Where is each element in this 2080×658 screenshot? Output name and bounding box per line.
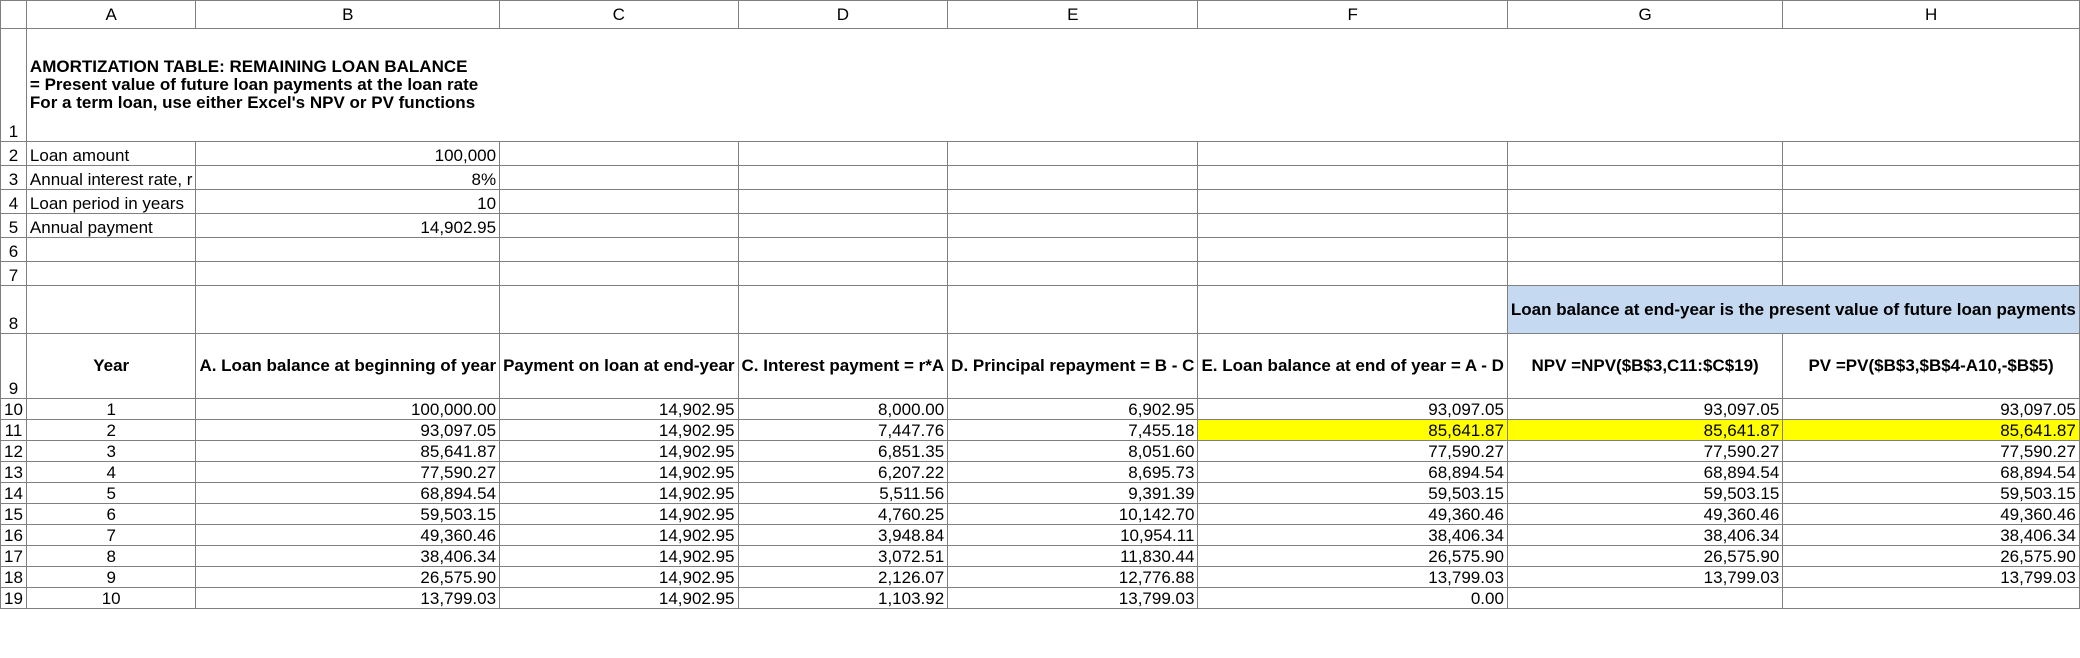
table-row: [1, 399, 2080, 420]
year-cell[interactable]: 9: [26, 567, 196, 588]
table-row: [1, 567, 2080, 588]
year-cell[interactable]: 10: [26, 588, 196, 609]
empty-cell[interactable]: [1783, 166, 2080, 190]
empty-cell[interactable]: [738, 286, 948, 334]
pv-cell[interactable]: 77,590.27: [1783, 441, 2080, 462]
header-interest[interactable]: C. Interest payment = r*A: [738, 334, 948, 399]
input-label[interactable]: Loan amount: [26, 142, 196, 166]
interest-cell[interactable]: 7,447.76: [738, 420, 948, 441]
begin-balance-cell[interactable]: 77,590.27: [196, 462, 500, 483]
end-balance-cell[interactable]: 0.00: [1198, 588, 1507, 609]
principal-cell[interactable]: 10,142.70: [948, 504, 1198, 525]
empty-cell[interactable]: [948, 190, 1198, 214]
empty-cell[interactable]: [1198, 214, 1507, 238]
pv-cell[interactable]: 13,799.03: [1783, 567, 2080, 588]
empty-cell[interactable]: [948, 238, 1198, 262]
empty-cell[interactable]: [26, 286, 196, 334]
column-header-h[interactable]: H: [1783, 1, 2080, 29]
npv-cell[interactable]: 38,406.34: [1507, 525, 1782, 546]
end-balance-cell[interactable]: 93,097.05: [1198, 399, 1507, 420]
row-4: [1, 190, 2080, 214]
title-line3: For a term loan, use either Excel's NPV or PV functions: [29, 93, 476, 112]
end-balance-cell[interactable]: 13,799.03: [1198, 567, 1507, 588]
input-value[interactable]: 10: [196, 190, 500, 214]
pv-cell[interactable]: 38,406.34: [1783, 525, 2080, 546]
empty-cell[interactable]: [948, 142, 1198, 166]
empty-cell[interactable]: [1198, 190, 1507, 214]
payment-cell[interactable]: 14,902.95: [500, 588, 738, 609]
table-row: [1, 504, 2080, 525]
empty-cell[interactable]: [500, 214, 738, 238]
principal-cell[interactable]: 12,776.88: [948, 567, 1198, 588]
payment-cell[interactable]: 14,902.95: [500, 525, 738, 546]
year-cell[interactable]: 4: [26, 462, 196, 483]
header-payment[interactable]: Payment on loan at end-year: [500, 334, 738, 399]
column-header-g[interactable]: G: [1507, 1, 1782, 29]
empty-cell[interactable]: [26, 238, 196, 262]
empty-cell[interactable]: [1783, 238, 2080, 262]
principal-cell[interactable]: 10,954.11: [948, 525, 1198, 546]
pv-cell[interactable]: 59,503.15: [1783, 483, 2080, 504]
input-value[interactable]: 100,000: [196, 142, 500, 166]
begin-balance-cell[interactable]: 38,406.34: [196, 546, 500, 567]
empty-cell[interactable]: [738, 262, 948, 286]
row-header-9[interactable]: 9: [1, 334, 27, 399]
row-header-1[interactable]: 1: [1, 29, 27, 142]
empty-cell[interactable]: [1783, 142, 2080, 166]
empty-cell[interactable]: [1198, 262, 1507, 286]
empty-cell[interactable]: [500, 286, 738, 334]
empty-cell[interactable]: [738, 214, 948, 238]
column-header-f[interactable]: F: [1198, 1, 1507, 29]
end-balance-cell[interactable]: 59,503.15: [1198, 483, 1507, 504]
end-balance-cell[interactable]: 68,894.54: [1198, 462, 1507, 483]
column-header-row: [1, 1, 2080, 29]
row-3: [1, 166, 2080, 190]
row-header-18[interactable]: 18: [1, 567, 27, 588]
end-balance-cell[interactable]: 85,641.87: [1198, 420, 1507, 441]
end-balance-cell[interactable]: 26,575.90: [1198, 546, 1507, 567]
interest-cell[interactable]: 5,511.56: [738, 483, 948, 504]
row-header-5[interactable]: 5: [1, 214, 27, 238]
principal-cell[interactable]: 8,051.60: [948, 441, 1198, 462]
npv-cell[interactable]: 59,503.15: [1507, 483, 1782, 504]
npv-cell[interactable]: 77,590.27: [1507, 441, 1782, 462]
row-header-11[interactable]: 11: [1, 420, 27, 441]
begin-balance-cell[interactable]: 68,894.54: [196, 483, 500, 504]
year-cell[interactable]: 1: [26, 399, 196, 420]
empty-cell[interactable]: [1783, 214, 2080, 238]
row-6: [1, 238, 2080, 262]
empty-cell[interactable]: [738, 190, 948, 214]
row-2: [1, 142, 2080, 166]
principal-cell[interactable]: 7,455.18: [948, 420, 1198, 441]
pv-cell[interactable]: 68,894.54: [1783, 462, 2080, 483]
row-header-17[interactable]: 17: [1, 546, 27, 567]
row-1: [1, 29, 2080, 142]
pv-cell[interactable]: 49,360.46: [1783, 504, 2080, 525]
column-header-b[interactable]: B: [196, 1, 500, 29]
title-cell[interactable]: [26, 29, 2079, 142]
end-balance-cell[interactable]: 77,590.27: [1198, 441, 1507, 462]
principal-cell[interactable]: 8,695.73: [948, 462, 1198, 483]
npv-cell[interactable]: 49,360.46: [1507, 504, 1782, 525]
table-row: [1, 525, 2080, 546]
interest-cell[interactable]: 4,760.25: [738, 504, 948, 525]
empty-cell[interactable]: [500, 238, 738, 262]
row-9: [1, 334, 2080, 399]
begin-balance-cell[interactable]: 93,097.05: [196, 420, 500, 441]
interest-cell[interactable]: 6,851.35: [738, 441, 948, 462]
header-year[interactable]: Year: [26, 334, 196, 399]
end-balance-cell[interactable]: 38,406.34: [1198, 525, 1507, 546]
interest-cell[interactable]: 3,072.51: [738, 546, 948, 567]
row-header-10[interactable]: 10: [1, 399, 27, 420]
header-begin-balance[interactable]: A. Loan balance at beginning of year: [196, 334, 500, 399]
input-label[interactable]: Loan period in years: [26, 190, 196, 214]
empty-cell[interactable]: [196, 238, 500, 262]
empty-cell[interactable]: [26, 262, 196, 286]
begin-balance-cell[interactable]: 26,575.90: [196, 567, 500, 588]
payment-cell[interactable]: 14,902.95: [500, 462, 738, 483]
payment-cell[interactable]: 14,902.95: [500, 441, 738, 462]
empty-cell[interactable]: [500, 166, 738, 190]
empty-cell[interactable]: [738, 142, 948, 166]
year-cell[interactable]: 7: [26, 525, 196, 546]
empty-cell[interactable]: [1507, 166, 1782, 190]
begin-balance-cell[interactable]: 49,360.46: [196, 525, 500, 546]
empty-cell[interactable]: [1783, 262, 2080, 286]
empty-cell[interactable]: [948, 214, 1198, 238]
column-header-c[interactable]: C: [500, 1, 738, 29]
pv-cell[interactable]: [1783, 588, 2080, 609]
empty-cell[interactable]: [948, 262, 1198, 286]
column-header-e[interactable]: E: [948, 1, 1198, 29]
principal-cell[interactable]: 11,830.44: [948, 546, 1198, 567]
column-header-a[interactable]: A: [26, 1, 196, 29]
row-5: [1, 214, 2080, 238]
pv-cell[interactable]: 85,641.87: [1783, 420, 2080, 441]
begin-balance-cell[interactable]: 13,799.03: [196, 588, 500, 609]
empty-cell[interactable]: [196, 262, 500, 286]
payment-cell[interactable]: 14,902.95: [500, 567, 738, 588]
payment-cell[interactable]: 14,902.95: [500, 504, 738, 525]
interest-cell[interactable]: 3,948.84: [738, 525, 948, 546]
npv-cell[interactable]: 26,575.90: [1507, 546, 1782, 567]
empty-cell[interactable]: [738, 166, 948, 190]
empty-cell[interactable]: [1507, 190, 1782, 214]
header-end-balance[interactable]: E. Loan balance at end of year = A - D: [1198, 334, 1507, 399]
empty-cell[interactable]: [500, 190, 738, 214]
principal-cell[interactable]: 9,391.39: [948, 483, 1198, 504]
payment-cell[interactable]: 14,902.95: [500, 420, 738, 441]
row-header-12[interactable]: 12: [1, 441, 27, 462]
input-value[interactable]: 14,902.95: [196, 214, 500, 238]
header-npv[interactable]: NPV =NPV($B$3,C11:$C$19): [1507, 334, 1782, 399]
payment-cell[interactable]: 14,902.95: [500, 546, 738, 567]
end-balance-cell[interactable]: 49,360.46: [1198, 504, 1507, 525]
empty-cell[interactable]: [1507, 238, 1782, 262]
empty-cell[interactable]: [500, 142, 738, 166]
interest-cell[interactable]: 1,103.92: [738, 588, 948, 609]
empty-cell[interactable]: [1198, 286, 1507, 334]
principal-cell[interactable]: 6,902.95: [948, 399, 1198, 420]
table-row: [1, 420, 2080, 441]
npv-cell[interactable]: [1507, 588, 1782, 609]
principal-cell[interactable]: 13,799.03: [948, 588, 1198, 609]
title-line1: AMORTIZATION TABLE: REMAINING LOAN BALANCE: [29, 57, 468, 76]
empty-cell[interactable]: [1198, 142, 1507, 166]
year-cell[interactable]: 6: [26, 504, 196, 525]
year-cell[interactable]: 2: [26, 420, 196, 441]
row-header-6[interactable]: 6: [1, 238, 27, 262]
input-label[interactable]: Annual interest rate, r: [26, 166, 196, 190]
header-pv[interactable]: PV =PV($B$3,$B$4-A10,-$B$5): [1783, 334, 2080, 399]
row-header-15[interactable]: 15: [1, 504, 27, 525]
interest-cell[interactable]: 8,000.00: [738, 399, 948, 420]
row-header-2[interactable]: 2: [1, 142, 27, 166]
table-row: [1, 462, 2080, 483]
row-7: [1, 262, 2080, 286]
empty-cell[interactable]: [948, 286, 1198, 334]
title-line2: = Present value of future loan payments at the loan rate: [29, 75, 479, 94]
row-header-19[interactable]: 19: [1, 588, 27, 609]
begin-balance-cell[interactable]: 59,503.15: [196, 504, 500, 525]
table-row: [1, 546, 2080, 567]
input-label[interactable]: Annual payment: [26, 214, 196, 238]
npv-cell[interactable]: 68,894.54: [1507, 462, 1782, 483]
pv-cell[interactable]: 93,097.05: [1783, 399, 2080, 420]
table-row: [1, 483, 2080, 504]
begin-balance-cell[interactable]: 85,641.87: [196, 441, 500, 462]
column-header-d[interactable]: D: [738, 1, 948, 29]
empty-cell[interactable]: [1198, 166, 1507, 190]
empty-cell[interactable]: [1783, 190, 2080, 214]
row-header-4[interactable]: 4: [1, 190, 27, 214]
row-header-16[interactable]: 16: [1, 525, 27, 546]
row-8: [1, 286, 2080, 334]
row-header-8[interactable]: 8: [1, 286, 27, 334]
payment-cell[interactable]: 14,902.95: [500, 483, 738, 504]
note-loan-balance-pv[interactable]: Loan balance at end-year is the present value of future loan payments: [1507, 286, 2079, 334]
begin-balance-cell[interactable]: 100,000.00: [196, 399, 500, 420]
empty-cell[interactable]: [1507, 214, 1782, 238]
input-value[interactable]: 8%: [196, 166, 500, 190]
table-row: [1, 441, 2080, 462]
empty-cell[interactable]: [500, 262, 738, 286]
payment-cell[interactable]: 14,902.95: [500, 399, 738, 420]
year-cell[interactable]: 3: [26, 441, 196, 462]
empty-cell[interactable]: [1198, 238, 1507, 262]
npv-cell[interactable]: 85,641.87: [1507, 420, 1782, 441]
interest-cell[interactable]: 6,207.22: [738, 462, 948, 483]
empty-cell[interactable]: [1507, 142, 1782, 166]
empty-cell[interactable]: [1507, 262, 1782, 286]
row-header-7[interactable]: 7: [1, 262, 27, 286]
table-row: [1, 588, 2080, 609]
header-principal[interactable]: D. Principal repayment = B - C: [948, 334, 1198, 399]
empty-cell[interactable]: [948, 166, 1198, 190]
empty-cell[interactable]: [738, 238, 948, 262]
pv-cell[interactable]: 26,575.90: [1783, 546, 2080, 567]
select-all-corner[interactable]: [1, 1, 27, 29]
row-header-3[interactable]: 3: [1, 166, 27, 190]
npv-cell[interactable]: 93,097.05: [1507, 399, 1782, 420]
year-cell[interactable]: 8: [26, 546, 196, 567]
empty-cell[interactable]: [196, 286, 500, 334]
interest-cell[interactable]: 2,126.07: [738, 567, 948, 588]
year-cell[interactable]: 5: [26, 483, 196, 504]
row-header-14[interactable]: 14: [1, 483, 27, 504]
row-header-13[interactable]: 13: [1, 462, 27, 483]
npv-cell[interactable]: 13,799.03: [1507, 567, 1782, 588]
